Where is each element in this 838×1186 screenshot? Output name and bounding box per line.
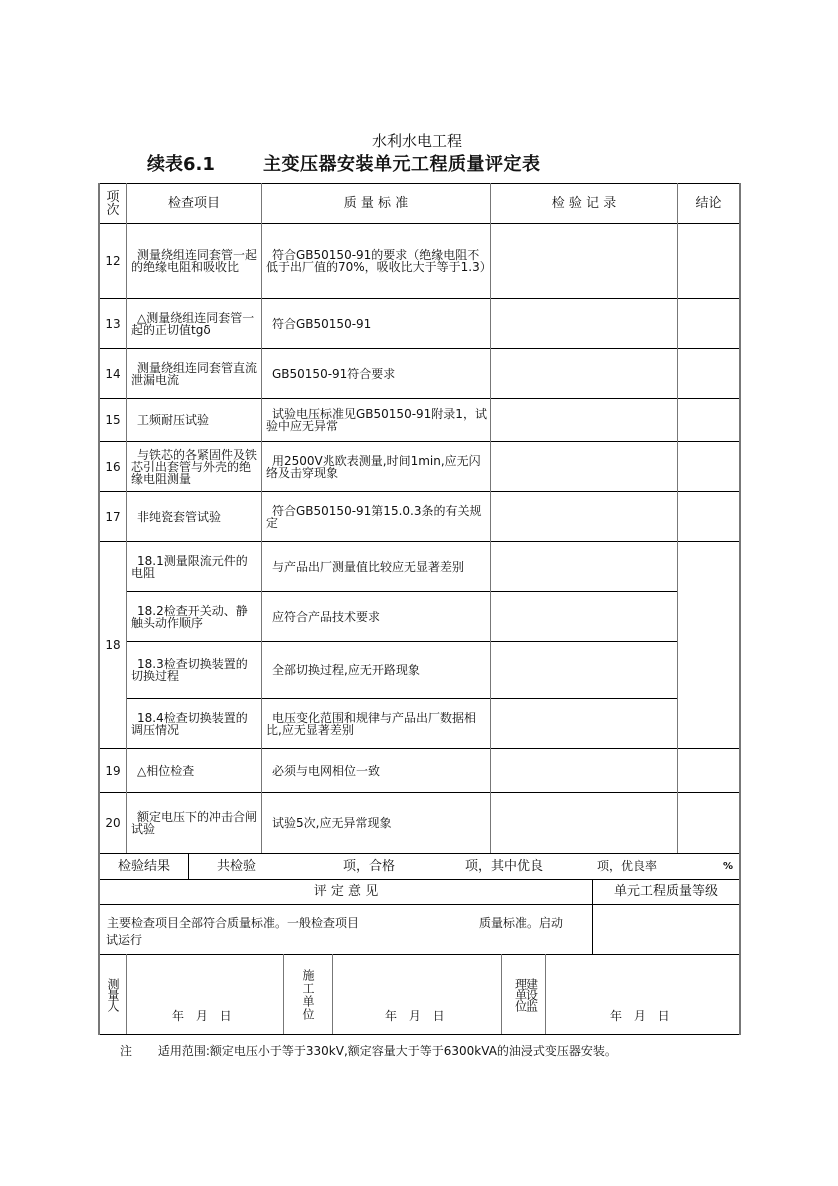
row-number: 15: [105, 413, 121, 427]
check-item: 测量绕组连同套管直流泄漏电流: [131, 360, 258, 387]
inspection-record[interactable]: [491, 749, 677, 792]
quality-standard: 用2500V兆欧表测量,时间1min,应无闪络及击穿现象: [266, 453, 481, 480]
check-item: 非纯瓷套管试验: [137, 509, 222, 524]
check-item: 测量绕组连同套管一起的绝缘电阻和吸收比: [131, 248, 258, 274]
row-number: 16: [105, 459, 121, 474]
quality-standard: 符合GB50150-91第15.0.3条的有关规定: [266, 503, 482, 530]
check-item: 18.3检查切换装置的切换过程: [131, 657, 248, 683]
surveyor-label-cell: [100, 955, 126, 1034]
column-header-standard: 质 量 标 准: [343, 195, 409, 211]
check-item: 18.1测量限流元件的电阻: [131, 553, 248, 580]
total-checked-label: 共检验: [217, 858, 257, 874]
column-header-no: [100, 184, 126, 223]
supervisor-date[interactable]: 年 月 日: [610, 1009, 670, 1023]
page-title: 主变压器安装单元工程质量评定表: [263, 154, 541, 175]
check-item: 工频耐压试验: [137, 413, 210, 427]
surveyor-date[interactable]: 年 月 日: [172, 1009, 232, 1023]
grade-header: 单元工程质量等级: [613, 884, 718, 899]
conclusion[interactable]: [678, 793, 739, 853]
opinion-text-1: 主要检查项目全部符合质量标准。一般检查项目: [107, 916, 360, 930]
conclusion[interactable]: [678, 542, 739, 748]
inspection-record[interactable]: [491, 492, 677, 541]
conclusion[interactable]: [678, 349, 739, 398]
grade-value[interactable]: [593, 905, 739, 954]
inspection-record[interactable]: [491, 349, 677, 398]
conclusion[interactable]: [678, 749, 739, 792]
check-item: 与铁芯的各紧固件及铁芯引出套管与外壳的绝缘电阻测量: [131, 447, 258, 486]
quality-standard: 全部切换过程,应无开路现象: [272, 663, 420, 677]
check-item: △测量绕组连同套管一起的正切值tgδ: [131, 310, 255, 337]
percent-sign: %: [723, 860, 734, 872]
check-item: 18.4检查切换装置的调压情况: [131, 710, 248, 737]
quality-standard: 电压变化范围和规律与产品出厂数据相比,应无显著差别: [266, 710, 477, 737]
column-header-conclusion: 结论: [695, 195, 722, 211]
inspection-record[interactable]: [491, 592, 677, 641]
column-header-item: 检查项目: [167, 195, 220, 211]
conclusion[interactable]: [678, 224, 739, 298]
inspection-record[interactable]: [491, 699, 677, 748]
conclusion[interactable]: [678, 492, 739, 541]
inspection-record[interactable]: [491, 299, 677, 348]
inspection-record[interactable]: [491, 442, 677, 491]
column-header-record: 检 验 记 录: [551, 195, 617, 211]
inspection-record[interactable]: [491, 542, 677, 591]
conclusion[interactable]: [678, 299, 739, 348]
excellent-label: 项，其中优良: [465, 858, 544, 874]
inspection-record[interactable]: [491, 224, 677, 298]
table-number: 续表6.1: [147, 154, 215, 175]
quality-standard: 符合GB50150-91的要求（绝缘电阻不低于出厂值的70%，吸收比大于等于1.3）: [266, 248, 492, 274]
row-number: 12: [105, 254, 121, 268]
footnote-label: 注: [120, 1044, 133, 1058]
opinion-header: 评 定 意 见: [313, 884, 379, 899]
quality-standard: 试验5次,应无异常现象: [272, 816, 392, 830]
contractor-label: 施工单位: [301, 968, 315, 1021]
quality-standard: 试验电压标准见GB50150-91附录1，试验中应无异常: [266, 407, 487, 433]
inspection-record[interactable]: [491, 399, 677, 441]
subtitle-text: 水利水电工程: [372, 132, 463, 150]
row-number: 13: [105, 316, 121, 331]
opinion-text-2: 质量标准。启动: [479, 916, 564, 930]
excellent-rate-label: 项，优良率: [597, 859, 658, 873]
opinion-text-3: 试运行: [106, 933, 143, 947]
quality-standard: 应符合产品技术要求: [272, 609, 381, 624]
footnote-text: 适用范围:额定电压小于等于330kV,额定容量大于等于6300kVA的油浸式变压器安装。: [157, 1044, 617, 1058]
result-label: 检验结果: [117, 858, 170, 874]
check-item: △相位检查: [137, 763, 195, 778]
check-item: 18.2检查开关动、静触头动作顺序: [131, 603, 248, 630]
conclusion[interactable]: [678, 442, 739, 491]
quality-standard: GB50150-91符合要求: [272, 366, 396, 381]
quality-standard: 符合GB50150-91: [272, 316, 372, 331]
inspection-record[interactable]: [491, 642, 677, 698]
supervisor-label: 建设监理单位: [513, 978, 539, 1011]
inspection-record[interactable]: [491, 793, 677, 853]
column-header-no-text: 项次: [106, 189, 120, 218]
footnote: [120, 1042, 617, 1059]
row-number: 20: [105, 816, 121, 830]
row-number: 14: [105, 366, 121, 381]
surveyor-label: 测量人: [106, 978, 120, 1011]
row-number: 18: [105, 638, 121, 652]
quality-standard: 必须与电网相位一致: [272, 763, 381, 778]
check-item: 额定电压下的冲击合闸试验: [131, 810, 258, 836]
contractor-date[interactable]: 年 月 日: [385, 1009, 445, 1023]
supervisor-label-cell: [502, 955, 545, 1034]
conclusion[interactable]: [678, 399, 739, 441]
row-number: 17: [105, 509, 121, 524]
pass-label: 项，合格: [343, 858, 396, 874]
contractor-label-cell: [284, 955, 332, 1034]
row-number: 19: [105, 763, 121, 778]
quality-standard: 与产品出厂测量值比较应无显著差别: [272, 559, 465, 574]
